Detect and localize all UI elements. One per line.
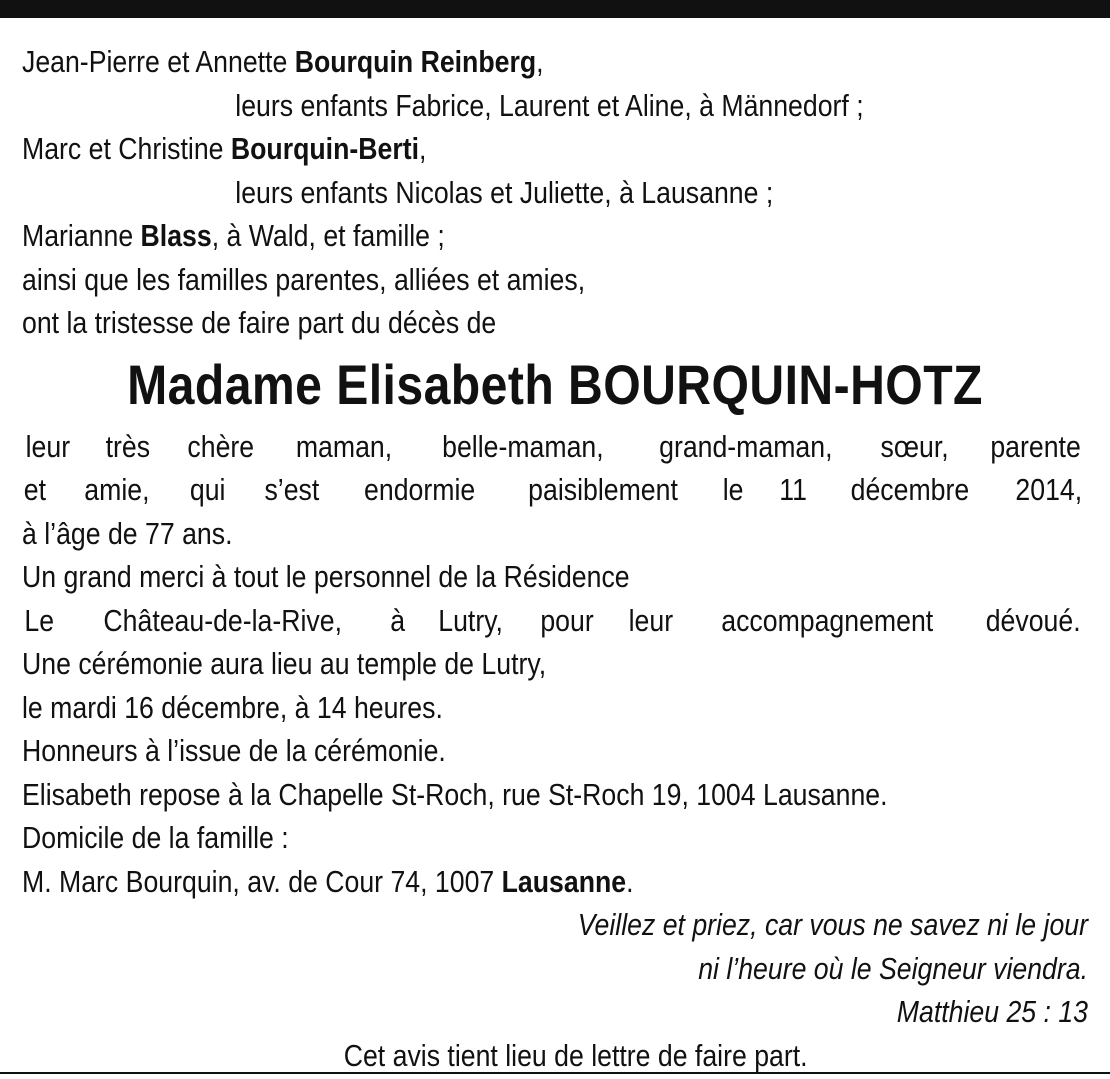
residence-line <box>22 599 1088 643</box>
justified-word: 2014, <box>1015 472 1083 507</box>
family-line-3-surname: Bourquin-Berti <box>230 131 419 166</box>
family-line-4-text: leurs enfants Nicolas et Juliette, à Lausanne ; <box>235 174 774 210</box>
justified-word: endormie <box>364 472 476 507</box>
verse-line-1: Veillez et priez, car vous ne savez ni le jour <box>577 907 1088 942</box>
justified-word: Lutry, <box>438 602 504 638</box>
domicile-label: Domicile de la famille : <box>22 820 289 855</box>
family-line-3-punct: , <box>418 131 427 166</box>
family-line-2 <box>22 84 939 128</box>
justified-word: paisiblement <box>528 472 678 507</box>
domicile-address-text: M. Marc Bourquin, av. de Cour 74, 1007 <box>22 863 502 899</box>
justified-word: s’est <box>264 472 320 507</box>
family-line-1 <box>22 40 939 84</box>
justified-word: sœur, <box>880 428 949 464</box>
justified-word: belle-maman, <box>441 428 604 464</box>
verse-reference: Matthieu 25 : 13 <box>896 994 1088 1029</box>
body-justified-line-1 <box>22 425 1088 469</box>
justified-word: maman, <box>296 428 393 464</box>
ceremony-line-3: Honneurs à l’issue de la cérémonie. <box>22 733 446 768</box>
justified-word: et <box>23 472 47 507</box>
justified-word: décembre <box>850 472 970 507</box>
justified-word: dévoué. <box>985 602 1081 638</box>
family-line-5-surname: Blass <box>140 218 212 253</box>
thanks-line: Un grand merci à tout le personnel de la Résidence <box>22 559 630 594</box>
family-line-5-rest: , à Wald, et famille ; <box>211 218 445 253</box>
death-notice <box>22 40 1088 1077</box>
justified-word: accompagnement <box>721 602 934 638</box>
family-line-3-names: Marc et Christine <box>22 131 231 166</box>
residence-block <box>22 599 1088 643</box>
family-line-2-text: leurs enfants Fabrice, Laurent et Aline, à Männedorf ; <box>235 87 864 123</box>
justified-word: chère <box>187 428 255 464</box>
family-line-5 <box>22 214 939 258</box>
family-line-7-text: ont la tristesse de faire part du décès de <box>22 305 497 340</box>
family-line-4 <box>22 171 939 215</box>
family-line-7 <box>22 301 939 345</box>
justified-word: parente <box>990 428 1081 464</box>
family-line-1-names: Jean-Pierre et Annette <box>22 44 295 79</box>
body-justified-block <box>22 425 1088 512</box>
closing-line: Cet avis tient lieu de lettre de faire part. <box>343 1037 808 1073</box>
body-justified-line-2 <box>22 468 1088 512</box>
bottom-border-rule <box>0 1072 1110 1074</box>
deceased-name: Madame Elisabeth BOURQUIN-HOTZ <box>127 352 983 416</box>
family-line-5-names: Marianne <box>22 218 141 253</box>
justified-word: 11 <box>779 472 808 507</box>
domicile-address <box>22 860 939 904</box>
justified-word: très <box>105 428 151 464</box>
family-line-1-punct: , <box>536 44 544 79</box>
justified-word: pour <box>539 602 594 638</box>
justified-word: qui <box>189 472 226 507</box>
family-line-6 <box>22 258 939 302</box>
family-line-6-text: ainsi que les familles parentes, alliées et amies, <box>22 261 586 297</box>
ceremony-line-2: le mardi 16 décembre, à 14 heures. <box>22 689 443 725</box>
justified-word: Le <box>24 602 55 638</box>
top-border-rule <box>0 0 1110 18</box>
domicile-address-punct: . <box>626 863 634 899</box>
justified-word: à <box>389 602 405 638</box>
age-line: à l’âge de 77 ans. <box>22 515 233 551</box>
family-line-1-surname: Bourquin Reinberg <box>294 44 537 79</box>
justified-word: le <box>723 472 744 507</box>
verse-line-2: ni l’heure où le Seigneur viendra. <box>698 950 1088 986</box>
justified-word: leur <box>25 428 71 464</box>
repose-line: Elisabeth repose à la Chapelle St-Roch, rue St-Roch 19, 1004 Lausanne. <box>22 776 888 812</box>
justified-word: amie, <box>84 472 150 507</box>
domicile-city: Lausanne <box>501 863 627 899</box>
justified-word: Château-de-la-Rive, <box>103 602 342 638</box>
family-line-3 <box>22 127 939 171</box>
justified-word: grand-maman, <box>659 428 833 464</box>
ceremony-line-1: Une cérémonie aura lieu au temple de Lutry, <box>22 646 547 681</box>
justified-word: leur <box>628 602 674 638</box>
